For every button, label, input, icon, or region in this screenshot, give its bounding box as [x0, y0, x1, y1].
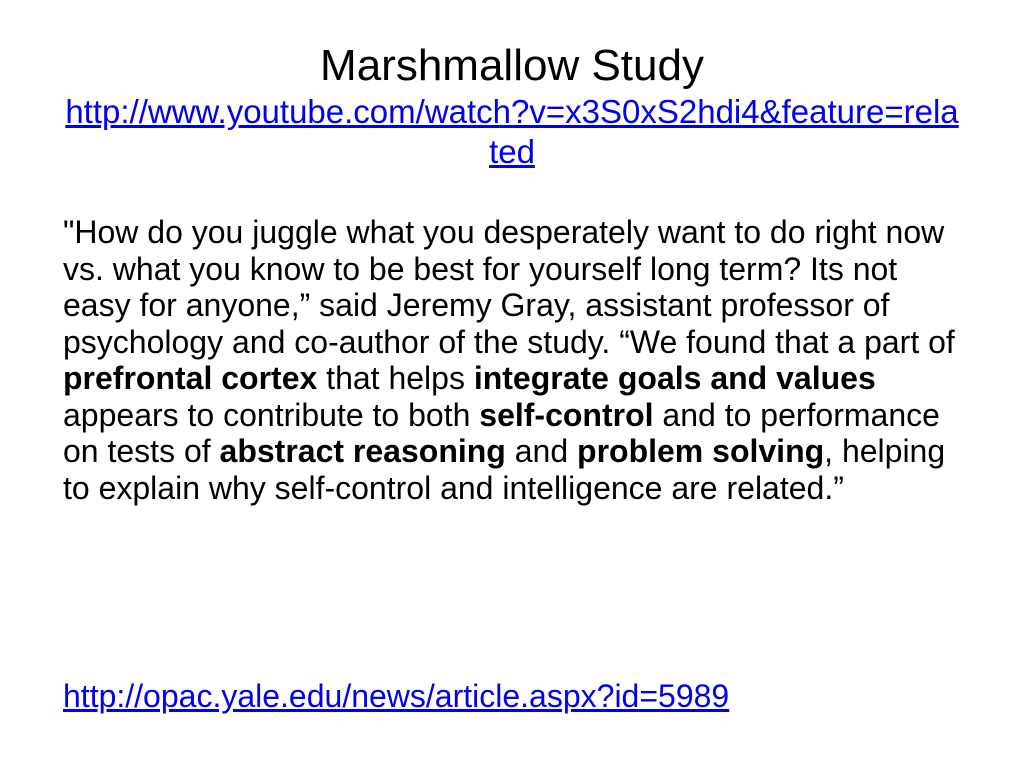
bold-integrate-goals: integrate goals and values	[473, 360, 876, 396]
quote-paragraph	[63, 214, 973, 506]
yale-article-link[interactable]: http://opac.yale.edu/news/article.aspx?id=5989	[63, 678, 730, 714]
bold-self-control: self-control	[479, 396, 654, 433]
bold-problem-solving: problem solving	[577, 433, 825, 469]
title-block	[40, 40, 984, 172]
quote-text-1: "How do you juggle what you desperately want to do right now vs. what you know to be best for yourself long term? Its not easy for anyone,” said Jeremy Gray, assistant professor of psychology and co-author of the study. “We found that a part of	[63, 214, 955, 360]
bold-abstract-reasoning: abstract reasoning	[219, 433, 506, 469]
slide-title: Marshmallow Study	[320, 41, 704, 90]
quote-text-6: , helping to explain why self-control and intelligence are related.”	[63, 433, 946, 506]
bold-prefrontal-cortex: prefrontal cortex	[63, 360, 318, 396]
quote-text-5: and	[505, 433, 578, 469]
quote-text-2: that helps	[317, 360, 474, 396]
quote-text-3: appears to contribute to both	[63, 396, 480, 433]
youtube-link[interactable]: http://www.youtube.com/watch?v=x3S0xS2hdi4&feature=related	[65, 93, 959, 170]
quote-text-4: and to performance on tests of	[63, 396, 940, 469]
